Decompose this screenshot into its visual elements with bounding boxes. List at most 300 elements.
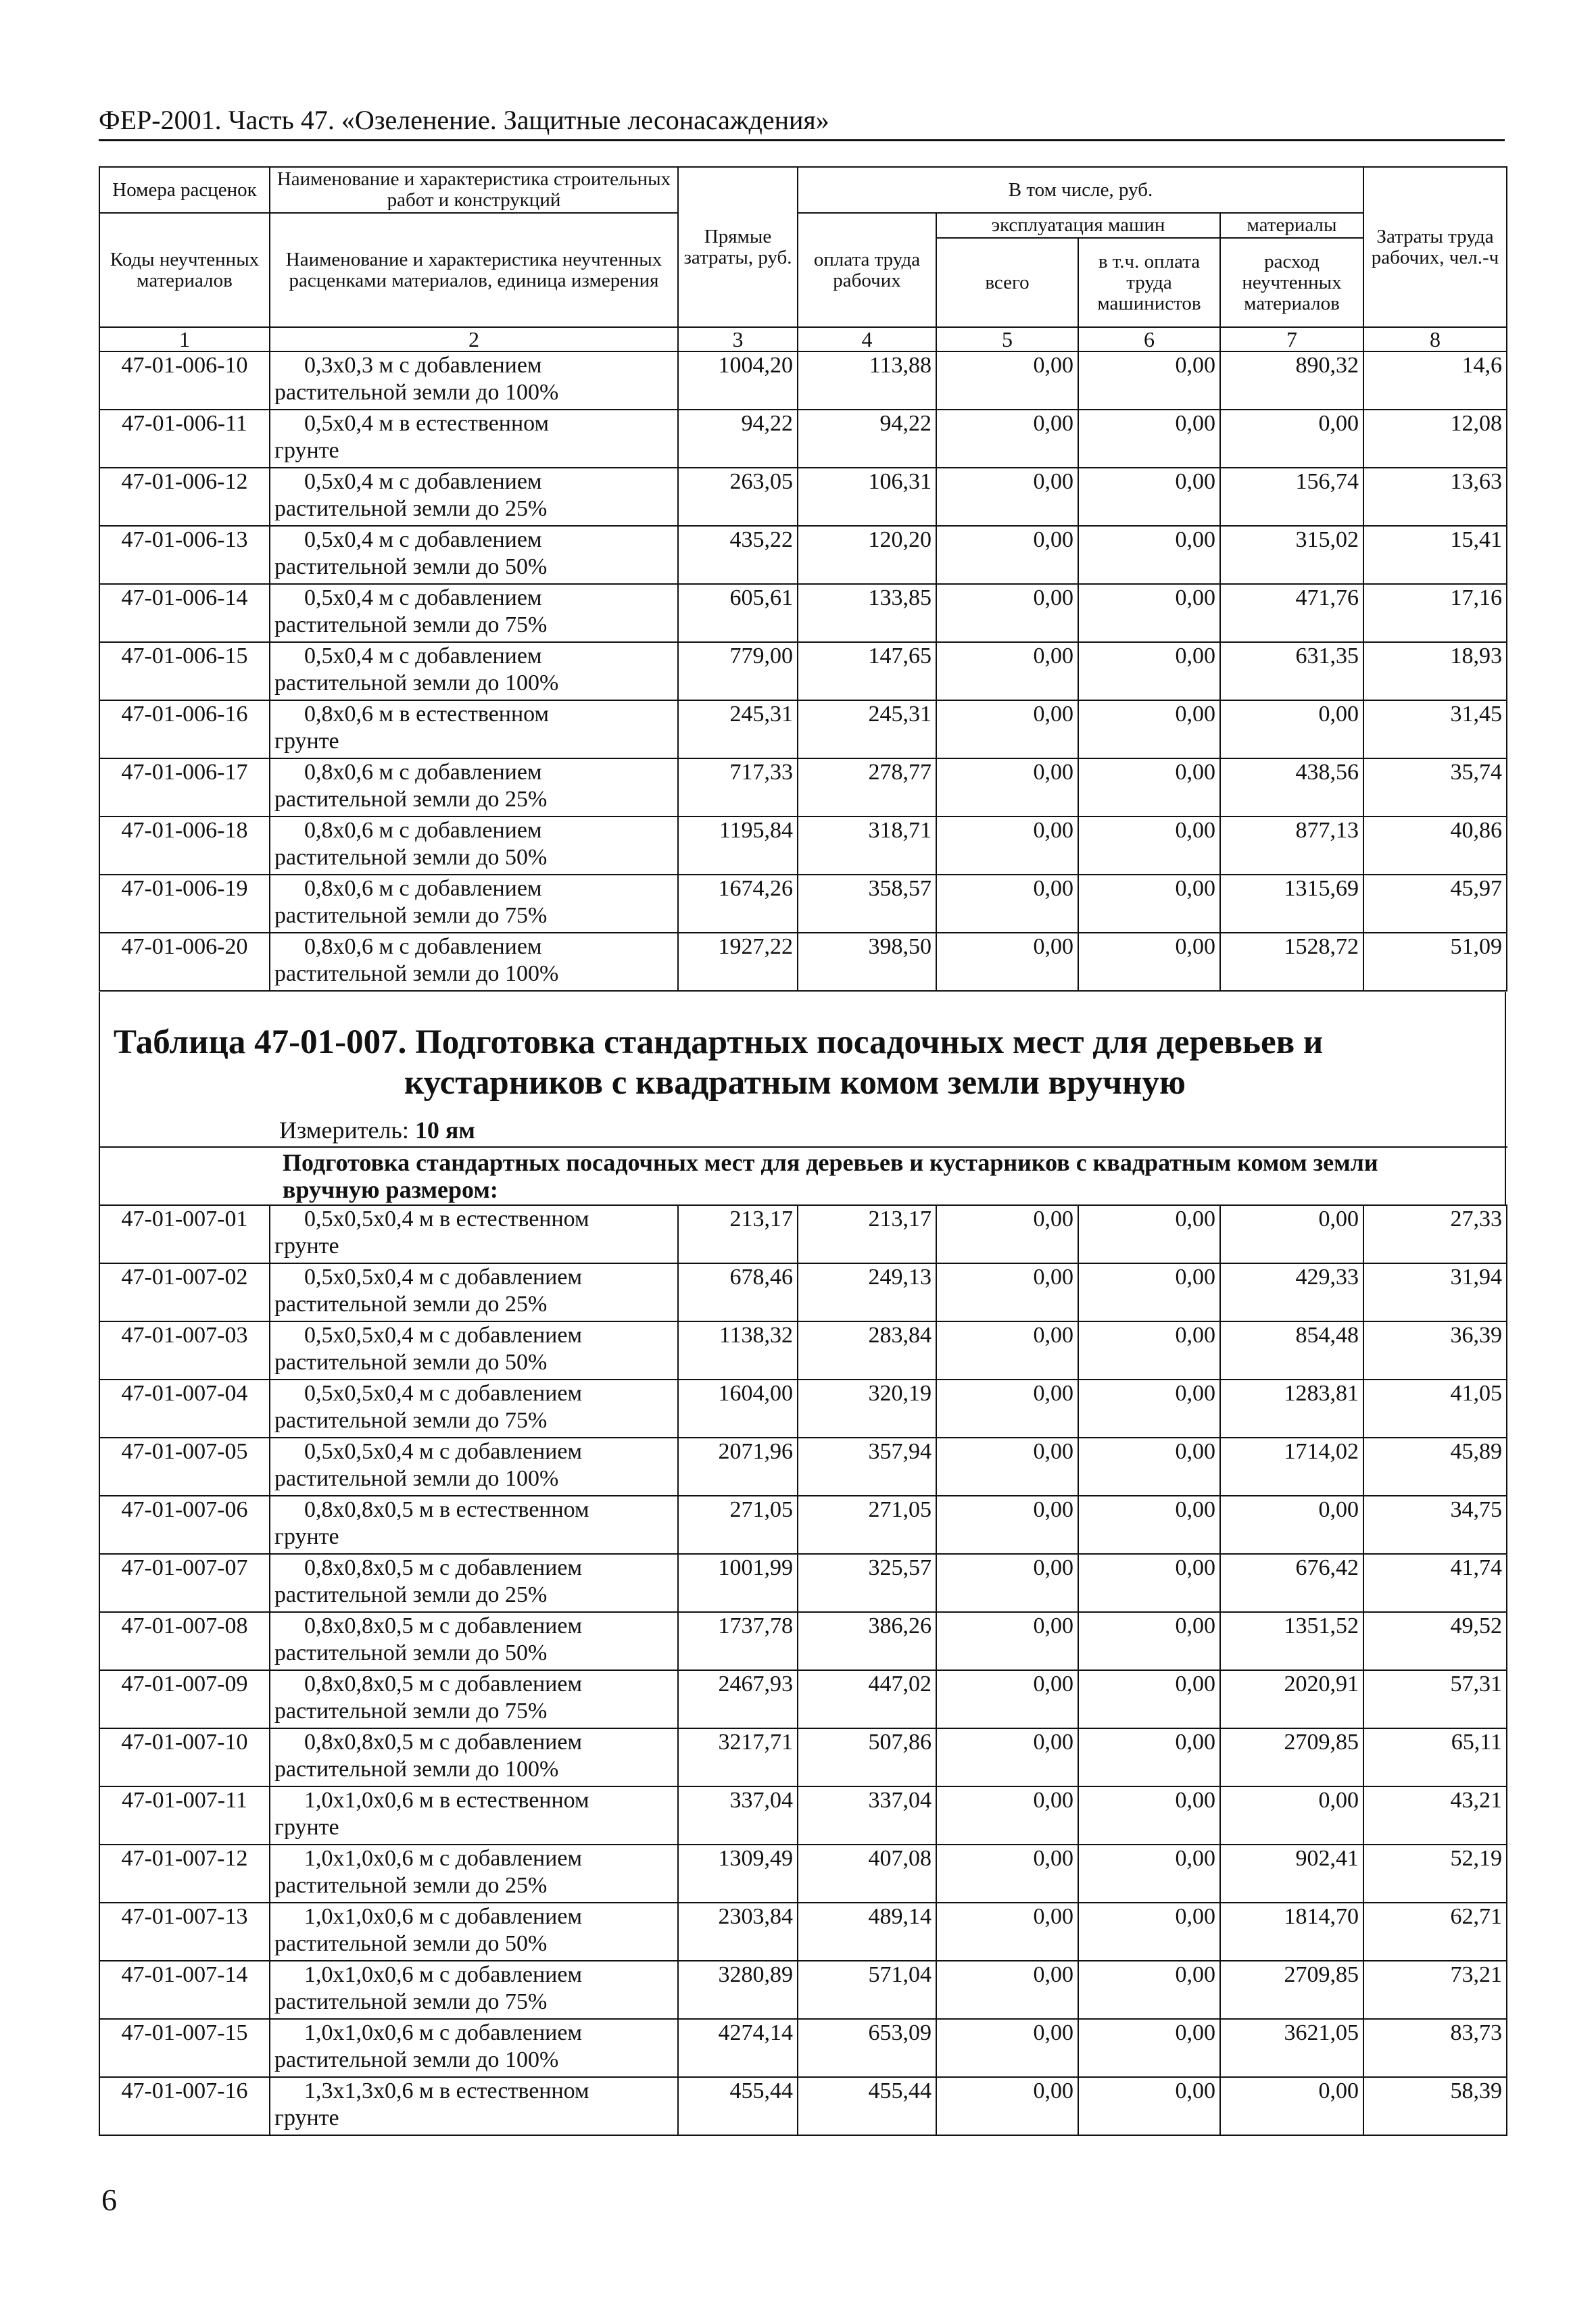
machinist-pay: 0,00 [1078,1380,1220,1438]
worker-pay: 120,20 [798,526,936,584]
worker-pay: 213,17 [798,1205,936,1263]
materials-cost: 0,00 [1220,410,1363,468]
work-description [270,1554,678,1612]
work-description-line2: растительной земли до 25% [274,1873,548,1898]
direct-cost: 435,22 [678,526,798,584]
work-description-line1: 0,5х0,5х0,4 м с добавлением [304,1323,582,1348]
col-machinist-pay-header: в т.ч. оплата труда машинистов [1078,238,1220,327]
direct-cost: 337,04 [678,1786,798,1845]
work-description-line1: 0,8х0,8х0,5 м с добавлением [304,1672,582,1697]
labor-hours: 12,08 [1363,410,1507,468]
materials-cost: 315,02 [1220,526,1363,584]
worker-pay: 113,88 [798,351,936,410]
section-caption-line2: вручную размером: [283,1176,498,1203]
table-row [99,410,1507,468]
table-47-01-007-heading [99,992,1506,1204]
labor-hours: 43,21 [1363,1786,1507,1845]
machines-total: 0,00 [936,1380,1078,1438]
labor-hours: 40,86 [1363,817,1507,875]
table-row [99,1845,1507,1903]
labor-hours: 27,33 [1363,1205,1507,1263]
labor-hours: 45,89 [1363,1438,1507,1496]
direct-cost: 717,33 [678,758,798,817]
machines-total: 0,00 [936,1845,1078,1903]
machinist-pay: 0,00 [1078,933,1220,991]
rate-code: 47-01-006-11 [99,410,270,468]
machines-total: 0,00 [936,1786,1078,1845]
direct-cost: 1004,20 [678,351,798,410]
work-description-line2: грунте [274,438,339,463]
section-caption [100,1146,1507,1204]
machinist-pay: 0,00 [1078,1728,1220,1786]
work-description-line1: 0,8х0,6 м с добавлением [304,934,542,959]
materials-cost: 877,13 [1220,817,1363,875]
work-description-line2: растительной земли до 50% [274,1640,548,1665]
machinist-pay: 0,00 [1078,1845,1220,1903]
labor-hours: 83,73 [1363,2019,1507,2077]
machinist-pay: 0,00 [1078,875,1220,933]
machinist-pay: 0,00 [1078,817,1220,875]
machinist-pay: 0,00 [1078,1903,1220,1961]
direct-cost: 779,00 [678,642,798,700]
materials-cost: 156,74 [1220,468,1363,526]
rate-code: 47-01-007-01 [99,1205,270,1263]
table-row [99,351,1507,410]
labor-hours: 31,45 [1363,700,1507,758]
labor-hours: 57,31 [1363,1670,1507,1728]
col-materials-header: материалы [1220,213,1363,238]
direct-cost: 678,46 [678,1263,798,1321]
rate-code: 47-01-007-02 [99,1263,270,1321]
table-row [99,1554,1507,1612]
materials-cost: 2709,85 [1220,1728,1363,1786]
worker-pay: 147,65 [798,642,936,700]
work-description-line2: растительной земли до 100% [274,1757,559,1782]
work-description-line2: растительной земли до 50% [274,554,548,579]
table-row [99,700,1507,758]
materials-cost: 0,00 [1220,1205,1363,1263]
work-description [270,933,678,991]
work-description [270,642,678,700]
machines-total: 0,00 [936,1670,1078,1728]
machines-total: 0,00 [936,875,1078,933]
work-description-line1: 0,3х0,3 м с добавлением [304,353,542,378]
materials-cost: 1814,70 [1220,1903,1363,1961]
rate-code: 47-01-007-14 [99,1961,270,2019]
machinist-pay: 0,00 [1078,2077,1220,2135]
table-row [99,1263,1507,1321]
page-number: 6 [101,2183,117,2217]
work-description [270,410,678,468]
work-description-line1: 0,5х0,4 м с добавлением [304,585,542,610]
column-number: 6 [1078,327,1220,351]
worker-pay: 407,08 [798,1845,936,1903]
direct-cost: 3217,71 [678,1728,798,1786]
machinist-pay: 0,00 [1078,526,1220,584]
machines-total: 0,00 [936,351,1078,410]
direct-cost: 3280,89 [678,1961,798,2019]
table-row [99,584,1507,642]
worker-pay: 245,31 [798,700,936,758]
col-work-name-header: Наименование и характеристика строительных работ и конструкций [270,167,678,213]
work-description-line1: 0,8х0,6 м с добавлением [304,818,542,843]
labor-hours: 14,6 [1363,351,1507,410]
labor-hours: 49,52 [1363,1612,1507,1670]
work-description [270,351,678,410]
work-description-line2: растительной земли до 75% [274,1408,548,1433]
work-description [270,526,678,584]
work-description-line1: 0,5х0,4 м в естественном [304,411,550,436]
machines-total: 0,00 [936,2019,1078,2077]
materials-cost: 854,48 [1220,1321,1363,1380]
direct-cost: 1001,99 [678,1554,798,1612]
table-row [99,1321,1507,1380]
work-description-line1: 1,0х1,0х0,6 м с добавлением [304,1904,582,1929]
work-description-line1: 0,5х0,5х0,4 м с добавлением [304,1265,582,1290]
work-description [270,1438,678,1496]
rate-code: 47-01-006-14 [99,584,270,642]
work-description-line1: 0,5х0,5х0,4 м с добавлением [304,1439,582,1464]
materials-cost: 0,00 [1220,700,1363,758]
rate-code: 47-01-006-18 [99,817,270,875]
machines-total: 0,00 [936,1728,1078,1786]
machinist-pay: 0,00 [1078,642,1220,700]
materials-cost: 1351,52 [1220,1612,1363,1670]
materials-cost: 2709,85 [1220,1961,1363,2019]
worker-pay: 249,13 [798,1263,936,1321]
work-description-line1: 0,8х0,6 м в естественном [304,702,550,727]
table-row [99,758,1507,817]
materials-cost: 2020,91 [1220,1670,1363,1728]
work-description-line1: 0,8х0,8х0,5 м с добавлением [304,1613,582,1638]
machinist-pay: 0,00 [1078,1321,1220,1380]
worker-pay: 653,09 [798,2019,936,2077]
work-description-line2: грунте [274,1815,339,1840]
work-description-line1: 0,5х0,4 м с добавлением [304,469,542,494]
worker-pay: 357,94 [798,1438,936,1496]
rate-code: 47-01-007-04 [99,1380,270,1438]
machines-total: 0,00 [936,933,1078,991]
col-labor-header: Затраты труда рабочих, чел.-ч [1363,167,1507,327]
work-description [270,875,678,933]
work-description-line2: растительной земли до 25% [274,1292,548,1317]
labor-hours: 73,21 [1363,1961,1507,2019]
col-direct-cost-header: Прямые затраты, руб. [678,167,798,327]
machinist-pay: 0,00 [1078,1612,1220,1670]
work-description-line1: 0,8х0,6 м с добавлением [304,876,542,901]
work-description-line2: растительной земли до 100% [274,2047,559,2072]
machines-total: 0,00 [936,468,1078,526]
table-row [99,1612,1507,1670]
labor-hours: 52,19 [1363,1845,1507,1903]
work-description [270,1961,678,2019]
rate-code: 47-01-007-06 [99,1496,270,1554]
table-row [99,1903,1507,1961]
col-materials-unaccounted-header: расход неучтенных материалов [1220,238,1363,327]
rate-code: 47-01-007-10 [99,1728,270,1786]
direct-cost: 271,05 [678,1496,798,1554]
work-description-line1: 1,3х1,3х0,6 м в естественном [304,2078,589,2103]
work-description-line1: 0,5х0,4 м с добавлением [304,643,542,668]
col-machines-header: эксплуатация машин [936,213,1220,238]
page-header-title: ФЕР-2001. Часть 47. «Озеленение. Защитные лесонасаждения» [99,105,829,135]
machines-total: 0,00 [936,1263,1078,1321]
rates-table-47-01-007 [99,1204,1507,2136]
table-row [99,875,1507,933]
rates-table-47-01-006 [99,166,1507,992]
column-number: 4 [798,327,936,351]
rate-code: 47-01-006-17 [99,758,270,817]
materials-cost: 1714,02 [1220,1438,1363,1496]
machines-total: 0,00 [936,700,1078,758]
table-row [99,2019,1507,2077]
worker-pay: 455,44 [798,2077,936,2135]
rate-code: 47-01-006-20 [99,933,270,991]
header-row-middle [99,213,1507,238]
col-machines-total-header: всего [936,238,1078,327]
column-number: 2 [270,327,678,351]
work-description-line1: 1,0х1,0х0,6 м с добавлением [304,1846,582,1871]
table-row [99,1380,1507,1438]
worker-pay: 489,14 [798,1903,936,1961]
rate-code: 47-01-006-12 [99,468,270,526]
machinist-pay: 0,00 [1078,2019,1220,2077]
materials-cost: 1315,69 [1220,875,1363,933]
direct-cost: 1195,84 [678,817,798,875]
rate-code: 47-01-007-08 [99,1612,270,1670]
labor-hours: 45,97 [1363,875,1507,933]
direct-cost: 263,05 [678,468,798,526]
labor-hours: 18,93 [1363,642,1507,700]
rate-code: 47-01-007-11 [99,1786,270,1845]
work-description-line1: 0,5х0,5х0,4 м в естественном [304,1207,589,1232]
machines-total: 0,00 [936,817,1078,875]
machinist-pay: 0,00 [1078,1554,1220,1612]
unit-value: 10 ям [414,1117,475,1144]
direct-cost: 1309,49 [678,1845,798,1903]
work-description-line1: 0,8х0,8х0,5 м с добавлением [304,1555,582,1580]
direct-cost: 1927,22 [678,933,798,991]
machinist-pay: 0,00 [1078,1205,1220,1263]
work-description-line2: грунте [274,729,339,754]
machinist-pay: 0,00 [1078,1786,1220,1845]
materials-cost: 0,00 [1220,1786,1363,1845]
machines-total: 0,00 [936,642,1078,700]
work-description-line2: растительной земли до 100% [274,1466,559,1491]
machines-total: 0,00 [936,584,1078,642]
table-row [99,2077,1507,2135]
materials-cost: 471,76 [1220,584,1363,642]
work-description-line2: растительной земли до 75% [274,1699,548,1724]
direct-cost: 213,17 [678,1205,798,1263]
work-description-line1: 1,0х1,0х0,6 м в естественном [304,1788,589,1813]
machines-total: 0,00 [936,1903,1078,1961]
materials-cost: 429,33 [1220,1263,1363,1321]
column-number: 5 [936,327,1078,351]
work-description-line2: растительной земли до 100% [274,380,559,405]
work-description [270,1380,678,1438]
work-description [270,1903,678,1961]
table-row [99,817,1507,875]
page-header [99,101,1505,141]
labor-hours: 34,75 [1363,1496,1507,1554]
col-unaccounted-codes-header: Коды неучтенных материалов [99,213,270,327]
work-description-line1: 0,8х0,8х0,5 м с добавлением [304,1730,582,1755]
work-description [270,1845,678,1903]
work-description-line2: растительной земли до 50% [274,1931,548,1956]
rate-code: 47-01-006-13 [99,526,270,584]
col-including-header: В том числе, руб. [798,167,1363,213]
worker-pay: 283,84 [798,1321,936,1380]
labor-hours: 65,11 [1363,1728,1507,1786]
col-unaccounted-names-header: Наименование и характеристика неучтенных расценками материалов, единица измерения [270,213,678,327]
rate-code: 47-01-006-16 [99,700,270,758]
machines-total: 0,00 [936,410,1078,468]
work-description [270,700,678,758]
direct-cost: 1674,26 [678,875,798,933]
worker-pay: 325,57 [798,1554,936,1612]
materials-cost: 438,56 [1220,758,1363,817]
labor-hours: 17,16 [1363,584,1507,642]
header-row-top [99,167,1507,213]
table-row [99,468,1507,526]
column-number-row [99,327,1507,351]
machines-total: 0,00 [936,758,1078,817]
worker-pay: 507,86 [798,1728,936,1786]
materials-cost: 1283,81 [1220,1380,1363,1438]
machines-total: 0,00 [936,526,1078,584]
machinist-pay: 0,00 [1078,1263,1220,1321]
machines-total: 0,00 [936,2077,1078,2135]
table-row [99,1496,1507,1554]
machinist-pay: 0,00 [1078,468,1220,526]
work-description-line1: 0,8х0,8х0,5 м в естественном [304,1497,589,1522]
table-title [114,1022,1493,1103]
work-description-line2: растительной земли до 25% [274,787,548,812]
materials-cost: 1528,72 [1220,933,1363,991]
work-description-line2: растительной земли до 75% [274,612,548,637]
table-row [99,1728,1507,1786]
direct-cost: 94,22 [678,410,798,468]
work-description [270,1205,678,1263]
column-number: 8 [1363,327,1507,351]
materials-cost: 3621,05 [1220,2019,1363,2077]
direct-cost: 1737,78 [678,1612,798,1670]
table-row [99,642,1507,700]
table-row [99,1438,1507,1496]
rate-code: 47-01-006-19 [99,875,270,933]
rate-code: 47-01-007-07 [99,1554,270,1612]
labor-hours: 35,74 [1363,758,1507,817]
machinist-pay: 0,00 [1078,1496,1220,1554]
table-row [99,1961,1507,2019]
work-description [270,584,678,642]
work-description-line2: растительной земли до 50% [274,1350,548,1375]
worker-pay: 94,22 [798,410,936,468]
work-description [270,1786,678,1845]
work-description-line2: грунте [274,1524,339,1549]
materials-cost: 0,00 [1220,2077,1363,2135]
rate-code: 47-01-007-16 [99,2077,270,2135]
work-description [270,1496,678,1554]
direct-cost: 2071,96 [678,1438,798,1496]
work-description-line1: 0,8х0,6 м с добавлением [304,760,542,785]
column-number: 1 [99,327,270,351]
work-description [270,1321,678,1380]
work-description-line2: растительной земли до 75% [274,1989,548,2014]
machines-total: 0,00 [936,1496,1078,1554]
unit-label: Измеритель: [279,1117,409,1144]
work-description-line2: растительной земли до 25% [274,496,548,521]
materials-cost: 676,42 [1220,1554,1363,1612]
machinist-pay: 0,00 [1078,351,1220,410]
table-row [99,1205,1507,1263]
worker-pay: 318,71 [798,817,936,875]
work-description [270,1728,678,1786]
worker-pay: 386,26 [798,1612,936,1670]
labor-hours: 41,74 [1363,1554,1507,1612]
direct-cost: 1604,00 [678,1380,798,1438]
rate-code: 47-01-006-15 [99,642,270,700]
direct-cost: 2303,84 [678,1903,798,1961]
labor-hours: 58,39 [1363,2077,1507,2135]
column-number: 7 [1220,327,1363,351]
work-description [270,1612,678,1670]
worker-pay: 398,50 [798,933,936,991]
worker-pay: 337,04 [798,1786,936,1845]
machinist-pay: 0,00 [1078,758,1220,817]
direct-cost: 2467,93 [678,1670,798,1728]
machinist-pay: 0,00 [1078,1438,1220,1496]
machines-total: 0,00 [936,1321,1078,1380]
machines-total: 0,00 [936,1205,1078,1263]
section-caption-line1: Подготовка стандартных посадочных мест для деревьев и кустарников с квадратным комом земли [283,1149,1378,1176]
work-description [270,1670,678,1728]
work-description-line1: 0,5х0,4 м с добавлением [304,527,542,552]
labor-hours: 41,05 [1363,1380,1507,1438]
worker-pay: 571,04 [798,1961,936,2019]
machinist-pay: 0,00 [1078,1961,1220,2019]
work-description-line1: 0,5х0,5х0,4 м с добавлением [304,1381,582,1406]
machines-total: 0,00 [936,1438,1078,1496]
rate-code: 47-01-007-15 [99,2019,270,2077]
materials-cost: 631,35 [1220,642,1363,700]
rate-code: 47-01-007-05 [99,1438,270,1496]
work-description-line2: растительной земли до 100% [274,961,559,986]
work-description-line2: растительной земли до 50% [274,845,548,870]
machines-total: 0,00 [936,1961,1078,2019]
worker-pay: 133,85 [798,584,936,642]
col-worker-pay-header: оплата труда рабочих [798,213,936,327]
work-description-line2: растительной земли до 100% [274,671,559,696]
labor-hours: 15,41 [1363,526,1507,584]
table-row [99,526,1507,584]
labor-hours: 31,94 [1363,1263,1507,1321]
worker-pay: 447,02 [798,1670,936,1728]
rate-code: 47-01-007-09 [99,1670,270,1728]
materials-cost: 0,00 [1220,1496,1363,1554]
table-title-line2: кустарников с квадратным комом земли вручную [404,1064,1186,1102]
work-description-line2: грунте [274,1234,339,1259]
machinist-pay: 0,00 [1078,1670,1220,1728]
work-description [270,758,678,817]
machinist-pay: 0,00 [1078,700,1220,758]
table-title-line1: Таблица 47-01-007. Подготовка стандартных посадочных мест для деревьев и [114,1023,1324,1061]
rate-code: 47-01-007-12 [99,1845,270,1903]
work-description [270,817,678,875]
machines-total: 0,00 [936,1554,1078,1612]
work-description [270,2019,678,2077]
